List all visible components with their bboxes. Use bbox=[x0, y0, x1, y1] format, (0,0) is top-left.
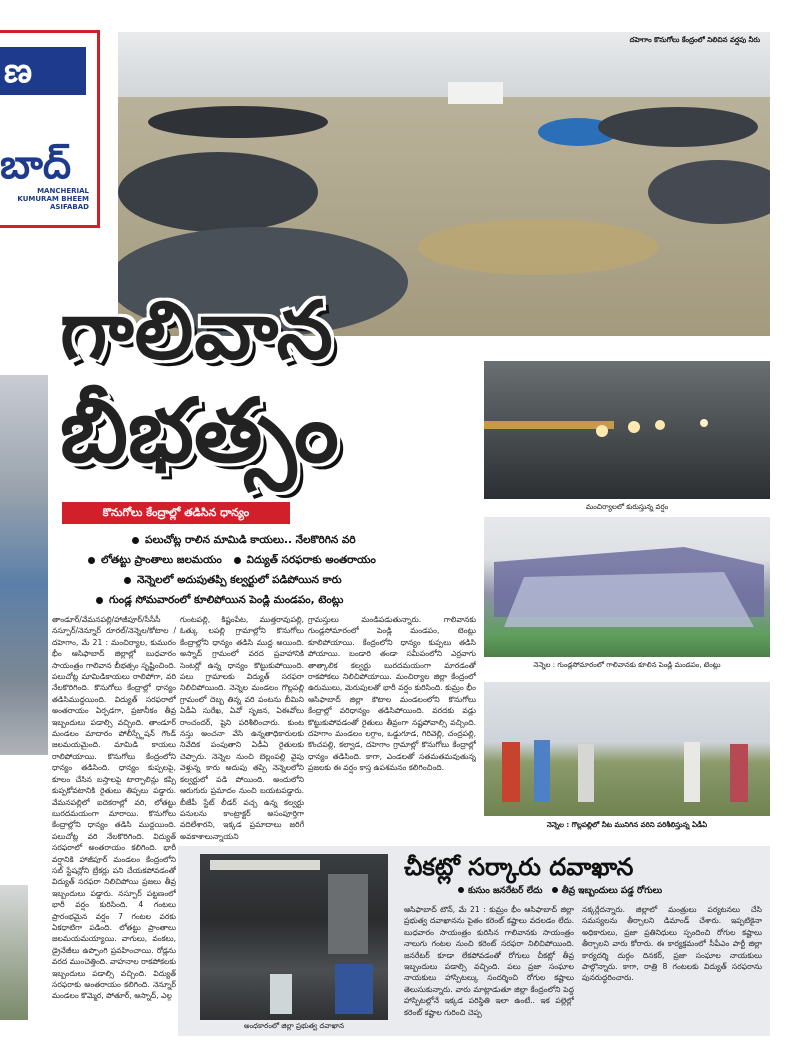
field-caption: నెన్నెల : గొల్లపల్లిలో నీట మునిగిన వరిని పరిశీలిస్తున్న ఏడీఏ bbox=[546, 821, 708, 829]
side-bullet-dot bbox=[552, 887, 558, 893]
masthead-sub-line: ASIFABAD bbox=[49, 203, 89, 211]
article-column-2: గుంటపల్లి, కిష్టంపేట, ముత్తరావుపల్లి, ఓత్కు లపల్లి గ్రామాల్లోని కొనుగోలు కేంద్రాల్లోని ధాన్యం తడిసి ముద్ద అయింది. అస్నాద్ గ్రామంలో వరద ప్రవాహానికి సెంటర్లో ఉన్న ధాన్యం కొట్టుకుపోయింది. పలు గ్రామాలకు విద్యుత్ సరఫరా నిలిచిపోయింది. నెన్నెల మండలం గొల్లపల్లి గ్రామంలో దెబ్బ తిన్న వరి పంటను బీమిని ఏడీఏ సురేఖ, ఏవో సృజన, ఏఈవోలు రాంచందర్, షైని పరిశీలించారు. కుంట నస్తు అంచనా వేసి ఉన్నతాధికారులకు నివేదిక పంపుతాని ఏడీఏ రైతులకు చెప్పారు. నెన్నెల నుంచి బెల్లంపల్లి వైపు వెళ్తున్న కారు అదుపు తప్పి నెన్నెలలోని కల్వర్టులో పడి పోయింది. అందులోని ఆరుగురు ప్రమాదం నుంచి బయటపడ్డారు. బీజేపీ స్టేట్ లీడర్ వచ్చ ఉన్న కల్వర్టు పనులను కాంట్రాక్టర్ అసంపూర్తిగా వదిలేశారని, ఇక్కడ ప్రమాదాలు జరిగే అవకాశాలున్నాయని bbox=[180, 615, 304, 841]
night-rain-scene bbox=[484, 361, 770, 499]
bullet-text: గుండ్ల సోమవారంలో కూలిపోయిన పెండ్లి మండపం, టెంట్లు bbox=[109, 594, 344, 606]
masthead-glyph: ణ bbox=[0, 47, 86, 95]
tent-photo bbox=[484, 517, 770, 657]
bullet-3 bbox=[124, 574, 342, 589]
masthead-sub-line: MANCHERIAL bbox=[37, 187, 89, 195]
bullet-dot bbox=[96, 597, 103, 604]
field-scene bbox=[484, 682, 770, 816]
masthead-district: బాద్ bbox=[0, 142, 72, 188]
side-article-title: చీకట్లో సర్కారు దవాఖాన bbox=[404, 852, 634, 881]
hospital-scene bbox=[200, 854, 388, 1020]
night-rain-caption: మంచిర్యాలలో కురుస్తున్న వర్షం bbox=[585, 503, 669, 511]
tent-scene bbox=[484, 517, 770, 657]
bullet-2 bbox=[88, 554, 376, 569]
bullet-dot bbox=[124, 577, 131, 584]
bullet-dot bbox=[88, 557, 95, 564]
bullet-text: పలుచోట్ల రాలిన మామిడి కాయలు.. నేలకొరిగిన వరి bbox=[145, 534, 356, 546]
bullet-text: లోతట్టు ప్రాంతాలు జలమయం bbox=[101, 554, 222, 566]
masthead-sub bbox=[0, 187, 89, 211]
hospital-caption: అంధకారంలో జిల్లా ప్రభుత్వ దవాఖాన bbox=[244, 1022, 344, 1030]
article-column-3: గ్రామస్తులు మండిపడుతున్నారు. గాలివానకు గుండ్లసోమారంలో పెండ్లి మండపం, టెంట్లు కూలిపోయాయి. కేంద్రంలోని ధాన్యం కుప్పలు తడిసి పోయాయి. బండారి తండా సమీపంలోని ఎర్రవాగు తాత్కాలిక కల్వర్టు బురదమయంగా మారడంతో రాకపోకలు నిలిచిపోయాయి. మంచిర్యాల జిల్లా కేంద్రంలో ఉరుములు, మెరుపులతో భారీ వర్షం కురిసింది. కుమ్రం భీం ఆసిఫాబాద్ జిల్లా కౌటాల మండలంలోని కొనుగోలు కేంద్రాల్లో వరిధాన్యం తడిసిపోయింది. వరదకు వడ్లు కొట్టుకుపోవడంతో రైతులు తీవ్రంగా నష్టపోవాల్సి వచ్చింది. దహెగాం మండలం లగ్గాం, ఒడ్డుగూడ, గిరివెల్లి, చంద్రపల్లి, కొంచపల్లి, కల్వాడ, దహెగాం గ్రామాల్లో కొనుగోలు కేంద్రాల్లో ధాన్యం తడిసింది. కాగా, ఎండలతో సతమతమవుతున్న ప్రజలకు ఈ వర్షం కాస్త ఉపశమనం కలిగించింది. bbox=[308, 615, 476, 773]
field-photo bbox=[484, 682, 770, 816]
article-column-1: తాండూర్/వేమనపల్లి/హాజీపూర్/సీసీసీ నస్పూర్/నెన్నూర్ రూరల్/నెన్నెల/కోటాల /దహెగాం, మే 21 : మంచిర్యాల, కుమురం భీం ఆసిఫాబాద్ జిల్లాల్లో బుధవారం సాయంత్రం గాలివాన బీభత్సం సృష్టించింది. పలుచోట్ల మామిడికాయలు రాలిపోగా, వరి నేలకొరిగింది. కొనుగోలు కేంద్రాల్లో ధాన్యం తడిసిముద్దయింది. విద్యుత్ సరఫరాలో అంతరాయం ఏర్పడగా, ప్రజానీకం తీవ్ర ఇబ్బందులు పడాల్సి వచ్చింది. తాండూర్ మండలం మాదారం పోలీస్స్టేషన్ గౌండ్ జలమయమైంది. మామిడి కాయలు రాలిపోయాయి. కొనుగోలు కేంద్రంలోని ధాన్యం తడిసింది. ధాన్యం కుప్పలపై, కూలం చేసిన బస్తాలపై టార్పాలిన్లు కప్పి కుప్పకోవటానికి రైతులు తిప్పలు పడ్డారు. వేమనపల్లిలో ఐదెకరాల్లో వరి, లోతట్టు బురదమయంగా మారాయి. కొనుగోలు కేంద్రాల్లోని ధాన్యం తడిసి ముద్దయింది. పలుచోట్ల వరి నేలకొరిగింది. విద్యుత్ సరఫరాలో అంతరాయం కలిగింది. భారీ వర్షానికి హాజీపూర్ మండలం కేంద్రంలోని సబ్ స్టేషన్లోని బ్రేకర్లు పని చేయకపోవడంతో విద్యుత్ సరఫరా నిలిచిపోయి ప్రజలు తీవ్ర ఇబ్బందులు పడ్డారు. నస్పూర్ పట్టణంలో భారీ వర్షం కురిసింది. 4 గంటలు ప్రారంభమైన వర్షం 7 గంటల వరకు ఏకధాటిగా పడింది. లోతట్టు ప్రాంతాలు జలమయమయ్యాయి. వాగులు, వంకలు, డ్రైనేజీలు ఉప్పొంగి ప్రవహించాయి. రోడ్లను వరద ముంచెత్తింది. వాహనాల రాకపోకలకు ఇబ్బందులు పడాల్సి వచ్చింది. విద్యుత్ సరఫరాకు అంతరాయం కలిగింది. నెన్నూర్ మండలం కొమ్మెర, పోతూర్, అస్నాద్, ఎల్గ bbox=[52, 615, 176, 1001]
bullet-1 bbox=[132, 534, 356, 549]
side-bullet-text: తీవ్ర ఇబ్బందులు పడ్డ రోగులు bbox=[561, 886, 663, 896]
night-rain-photo bbox=[484, 361, 770, 499]
side-article-col-1: ఆసిఫాబాద్ టౌన్, మే 21 : కుమ్రం భీం ఆసిఫాబాద్ జిల్లా ప్రభుత్వ దవాఖానను పైతం కరెంట్ కష్టాలు వదలడం లేదు. బుధవారం సాయంత్రం కురిసిన గాలివానకు సాయంత్రం నాలుగు గంటల నుంచి కరెంట్ సరఫరా నిలిచిపోయింది. జనరేటర్ కూడా లేకపోవడంతో రోగులు చీకట్లో తీవ్ర ఇబ్బందులు పడాల్సి వచ్చింది. పలు ప్రజా సంఘాల నాయకులు హాస్పిటల్కు సందర్శించి రోగుల కష్టాలు తెలుసుకున్నారు. వారు మాట్లాడుతూ జిల్లా కేంద్రంలోని పెద్ద హాస్పిటల్లోనే ఇక్కడ పరిస్థితి ఇలా ఉంటే.. ఇక పల్లెల్లో కరెంట్ కష్టాల గురించి చెప్ప bbox=[404, 905, 574, 1017]
main-photo-caption: దహెగాం కొనుగోలు కేంద్రంలో నిలిచిన వర్షపు నీరు bbox=[629, 36, 760, 44]
bullet-dot bbox=[132, 537, 139, 544]
left-edge-photo bbox=[0, 375, 48, 755]
hospital-photo bbox=[200, 854, 388, 1020]
side-article-bullets bbox=[458, 886, 758, 898]
masthead-sub-line: KUMURAM BHEEM bbox=[17, 195, 89, 203]
side-article-col-2: నక్కర్లేదన్నారు. జిల్లాలో మంత్రులు పర్యటనలు చేసి సమస్యలను తీర్చాలని డిమాండ్ చేశారు. ఇప్పటికైనా అధికారులు, ప్రజా ప్రతినిధులు స్పందించి రోగుల కష్టాలు తీర్చాలని వారు కోరారు. ఈ కార్యక్రమంలో సీపీఎం పార్టీ జిల్లా కార్యదర్శి దుర్గం దినకర్, ప్రజా సంఘాల నాయకులు పాల్గొన్నారు. కాగా, రాత్రి 8 గంటలకు విద్యుత్ సరఫరాను పునరుద్ధరించారు. bbox=[582, 905, 762, 983]
bullet-4 bbox=[96, 594, 343, 609]
side-article bbox=[178, 846, 770, 1036]
subhead: కొనుగోలు కేంద్రాల్లో తడిసిన ధాన్యం bbox=[62, 502, 290, 524]
headline-line1: గాలివాన bbox=[60, 283, 334, 377]
headline-line2: బీభత్సం bbox=[60, 378, 339, 482]
bullet-text: నెన్నెలలో అదుపుతప్పి కల్వర్టులో పడిపోయిన కారు bbox=[137, 574, 342, 586]
bullet-dot bbox=[234, 557, 241, 564]
side-bullet-text: కుసుం జనరేటర్ లేదు bbox=[468, 886, 543, 896]
side-bullet-dot bbox=[458, 887, 464, 893]
tent-caption: నెన్నెల : గుండ్లసోమారంలో గాలివానకు కూలిన పెండ్లి మండపం, టెంట్లు bbox=[533, 661, 721, 669]
left-edge-photo-2 bbox=[0, 885, 28, 1020]
masthead bbox=[0, 30, 100, 228]
bullet-text: విద్యుత్ సరఫరాకు అంతరాయం bbox=[246, 554, 376, 566]
